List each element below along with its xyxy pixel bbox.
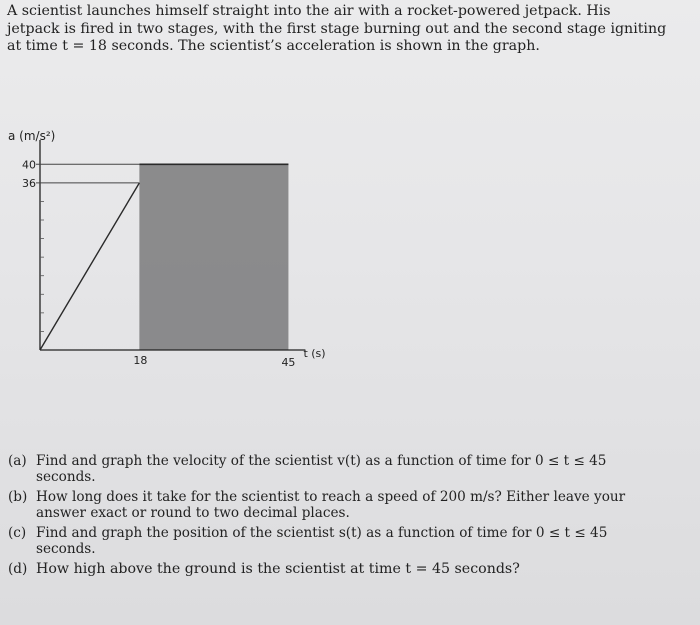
question-text: How long does it take for the scientist to reach a speed of 200 m/s? Either leave your answer exact or round to two decimal places. xyxy=(36,489,626,521)
y-tick-label-36: 36 xyxy=(22,176,36,190)
x-axis-label: t (s) xyxy=(303,347,326,360)
question-label: (d) xyxy=(8,561,28,577)
problem-intro: A scientist launches himself straight into the air with a rocket-powered jetpack. His jetpack is fired in two stages, with the first stage burning out and the second stage igniting at time t = 18 seconds. The scientist’s acceleration is shown in the graph. xyxy=(7,3,667,54)
y-tick-label-40: 40 xyxy=(22,158,36,172)
x-tick-label-45: 45 xyxy=(281,356,296,369)
acceleration-graph xyxy=(0,120,700,380)
question-b xyxy=(8,490,658,521)
x-tick-label-18: 18 xyxy=(133,354,148,367)
question-text: Find and graph the velocity of the scientist v(t) as a function of time for 0 ≤ t ≤ 45 seconds. xyxy=(36,453,607,485)
question-text: How high above the ground is the scientist at time t = 45 seconds? xyxy=(36,561,520,577)
question-label: (b) xyxy=(8,489,28,505)
question-c xyxy=(8,526,658,557)
question-d xyxy=(8,562,658,578)
question-text: Find and graph the position of the scientist s(t) as a function of time for 0 ≤ t ≤ 45 seconds. xyxy=(36,525,608,557)
shaded-region xyxy=(139,164,288,350)
first-stage-line xyxy=(40,183,139,350)
question-a xyxy=(8,454,658,485)
y-axis-label: a (m/s²) xyxy=(8,129,56,143)
acceleration-chart-svg xyxy=(0,120,700,380)
question-label: (a) xyxy=(8,453,27,469)
question-label: (c) xyxy=(8,525,27,541)
question-list xyxy=(8,454,658,583)
